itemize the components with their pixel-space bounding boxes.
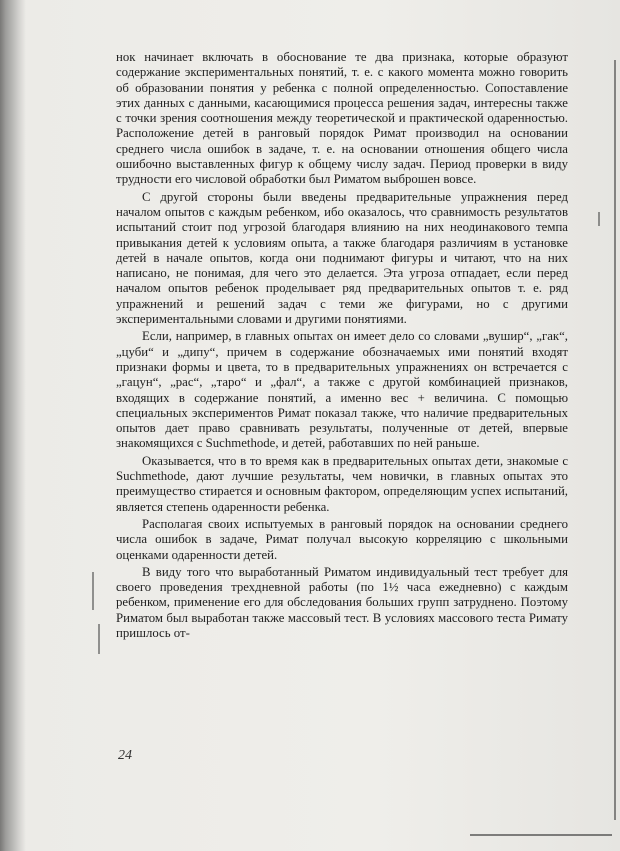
page-bottom-rule — [470, 834, 612, 836]
margin-mark — [92, 572, 94, 610]
paragraph: В виду того что выработанный Риматом индивидуальный тест требует для своего проведения трехдневной работы (по 1½ часа ежедневно) с каждым ребенком, применение его для обследования больших групп затруднено. Поэтому Риматом был выработан также массовый тест. В условиях массового теста Римату пришлось от- — [116, 564, 568, 640]
body-text — [116, 50, 568, 643]
paragraph: Располагая своих испытуемых в ранговый порядок на основании среднего числа ошибок в задаче, Римат получал высокую корреляцию с школьными оценками одаренности детей. — [116, 516, 568, 562]
page-right-edge — [614, 60, 616, 820]
paragraph: Оказывается, что в то время как в предварительных опытах дети, знакомые с Suchmethode, дают лучшие результаты, чем новички, в главных опытах это преимущество стирается и основным фактором, определяющим успех испытаний, является степень одаренности ребенка. — [116, 453, 568, 514]
page-number: 24 — [118, 748, 132, 763]
page-binding-shadow — [0, 0, 26, 851]
paragraph: Если, например, в главных опытах он имеет дело со словами „вушир“, „гак“, „цуби“ и „дипу“, причем в содержание обозначаемых ими понятий входят признаки формы и цвета, то в предварительных упражнениях он встречается с „гацун“, „рас“, „таро“ и „фал“, а также с другой комбинацией признаков, входящих в содержание понятий, а именно вес + величина. С помощью специальных экспериментов Римат показал также, что наличие предварительных опытов дает право сравнивать результаты, полученные от детей, впервые знакомящихся с Suchmethode, и детей, работавших по ней раньше. — [116, 329, 568, 451]
margin-mark — [98, 624, 100, 654]
margin-mark — [598, 212, 600, 226]
paragraph: нок начинает включать в обоснование те два признака, которые образуют содержание экспериментальных понятий, т. е. с какого момента можно говорить об образовании понятия у ребенка с полной определенностью. Сопоставление этих данных с данными, касающимися процесса решения задач, интересны также с точки зрения соотношения между теоретической и практической одаренностью. Расположение детей в ранговый порядок Римат производил на основании среднего числа ошибок в задаче, т. е. на основании отношения общего числа ошибочно выставленных фигур к общему числу задач. Период проверки в виду трудности его числовой обработки был Риматом выброшен вовсе. — [116, 50, 568, 187]
paragraph: С другой стороны были введены предварительные упражнения перед началом опытов с каждым ребенком, ибо оказалось, что сравнимость результатов испытаний стоит под угрозой благодаря влиянию на них неодинакового темпа привыкания детей к условиям опыта, а также благодаря различиям в установке детей в начале опытов, когда они поднимают фигуры и читают, что на них написано, не понимая, для чего это делается. Эта угроза отпадает, если перед началом опытов ребенок проделывает ряд предварительных опытов т. е. ряд упражнений и решений задач с теми же фигурами, но с другими экспериментальными словами и другими понятиями. — [116, 189, 568, 327]
